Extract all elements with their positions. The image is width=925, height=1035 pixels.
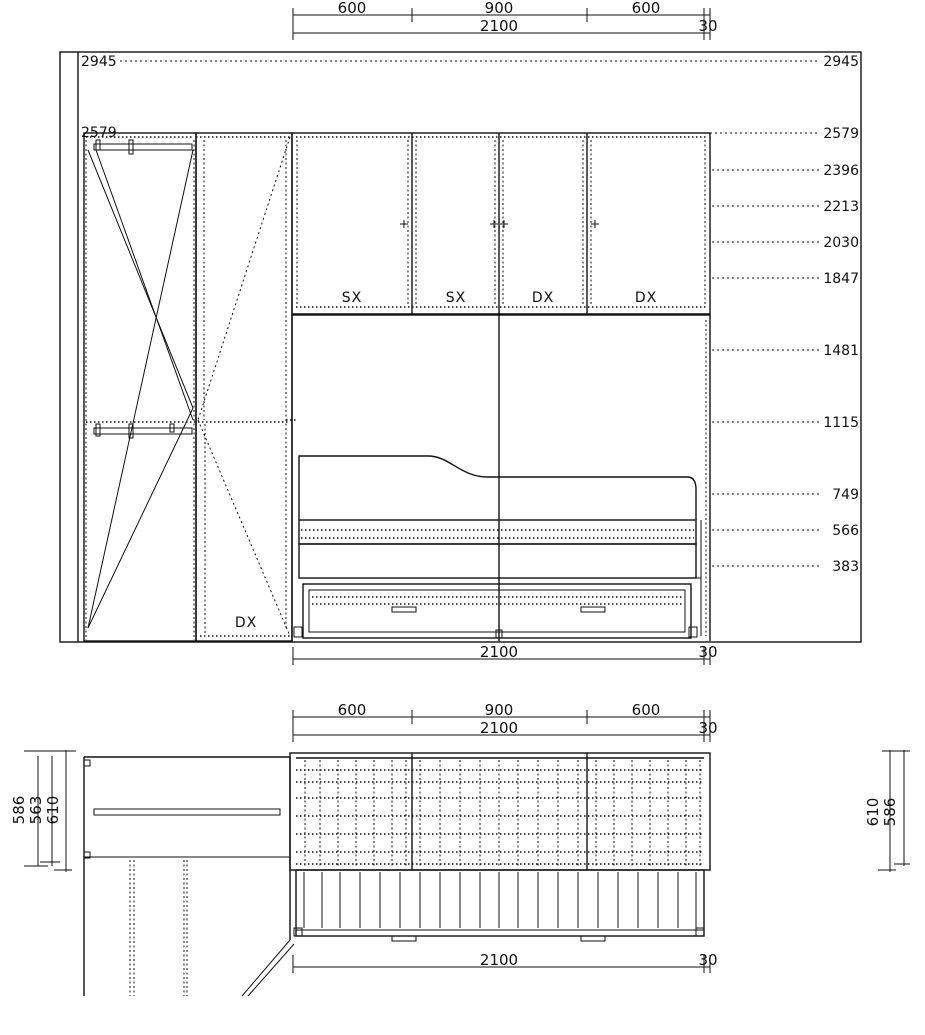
level-label: 2396 <box>823 163 859 179</box>
dim-top-side: 30 <box>698 17 718 35</box>
plan-cabinet-verticals <box>305 760 700 866</box>
plan-depth-left: 586 <box>10 795 28 825</box>
plan-hanging-rail <box>94 809 280 815</box>
level-label: 2945 <box>823 54 859 70</box>
dim-bottom-side: 30 <box>698 643 718 661</box>
plan-dim-middle: 900 <box>484 701 514 719</box>
plan-drawer-handle <box>581 936 605 941</box>
left-level-top: 2945 <box>81 54 117 70</box>
plan-dim-right: 600 <box>631 701 661 719</box>
plan-view <box>10 701 910 996</box>
dim-top-middle: 900 <box>484 0 514 17</box>
plan-dim-bottom-total: 2100 <box>479 951 519 969</box>
upper-wall-cabinets <box>292 133 710 315</box>
plan-dim-bottom-side: 30 <box>698 951 718 969</box>
sofa-bed <box>294 456 701 641</box>
level-label: 1481 <box>823 343 859 359</box>
level-label: 2579 <box>823 126 859 142</box>
level-label: 1847 <box>823 271 859 287</box>
drawer-handle <box>392 607 416 612</box>
level-label: 383 <box>832 559 859 575</box>
drawer-handle <box>581 607 605 612</box>
plan-dim-total: 2100 <box>479 719 519 737</box>
hanging-rail-lower <box>94 428 192 434</box>
door-label: DX <box>634 290 658 306</box>
plan-depth-left: 610 <box>44 795 62 825</box>
dim-top-right: 600 <box>631 0 661 17</box>
level-label: 1115 <box>823 415 859 431</box>
elevation-top-dimensions <box>293 0 718 40</box>
plan-right-depths <box>864 750 910 872</box>
elevation-bottom-dimensions <box>293 643 718 665</box>
plan-depth-right: 586 <box>881 797 899 827</box>
plan-top-dimensions <box>293 701 718 742</box>
elevation-view <box>60 0 861 665</box>
plan-left-closet <box>84 757 294 996</box>
dim-top-total: 2100 <box>479 17 519 35</box>
plan-depth-right: 610 <box>864 797 882 827</box>
dim-top-left: 600 <box>337 0 367 17</box>
level-label: 2213 <box>823 199 859 215</box>
dim-bottom-total: 2100 <box>479 643 519 661</box>
plan-bed-slats <box>294 870 704 941</box>
level-label: 566 <box>832 523 859 539</box>
door-label-tall: DX <box>234 615 258 631</box>
hanging-rail-upper <box>94 144 192 150</box>
plan-wall-cabinets <box>290 753 710 870</box>
plan-bottom-dimensions <box>293 951 718 973</box>
plan-left-depths <box>10 750 76 872</box>
level-label: 749 <box>832 487 859 503</box>
plan-depth-left: 563 <box>27 795 45 825</box>
plan-dim-side: 30 <box>698 719 718 737</box>
room-outline <box>60 52 861 642</box>
left-level-upper: 2579 <box>81 125 117 141</box>
level-label: 2030 <box>823 235 859 251</box>
open-wardrobe <box>84 133 290 641</box>
door-label: DX <box>531 290 555 306</box>
door-label: SX <box>341 290 363 306</box>
wall-bed-frame <box>286 315 710 641</box>
plan-dim-left: 600 <box>337 701 367 719</box>
tall-door-cabinet <box>196 133 292 641</box>
door-label: SX <box>445 290 467 306</box>
plan-drawer-handle <box>392 936 416 941</box>
